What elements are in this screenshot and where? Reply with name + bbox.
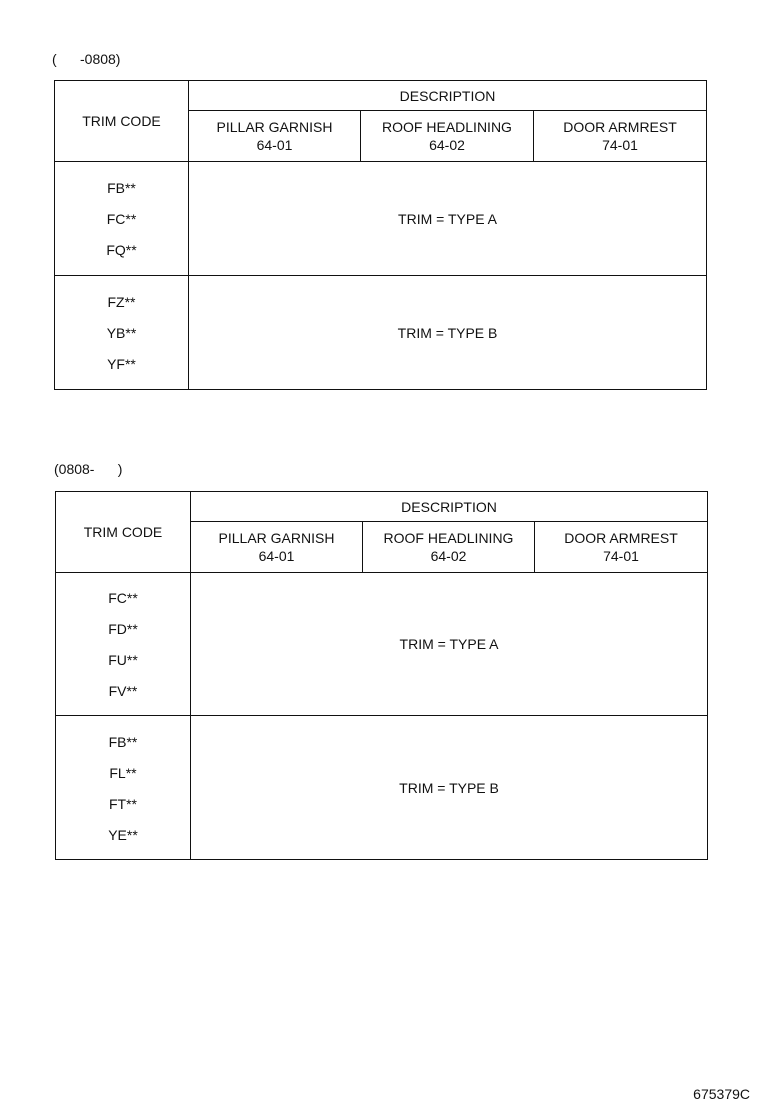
trim-type: TRIM = TYPE B: [189, 276, 707, 390]
trim-code: FZ**: [107, 294, 136, 310]
trim-code: FB**: [107, 180, 136, 196]
trim-code: YF**: [107, 356, 136, 372]
trim-code: FC**: [106, 211, 137, 227]
trim-code: FV**: [108, 683, 138, 699]
part-pillar-garnish: [191, 522, 363, 573]
trim-code: YB**: [106, 325, 137, 341]
part-code: 64-01: [258, 548, 295, 564]
part-name: ROOF HEADLINING: [383, 530, 514, 546]
trim-group-row: [55, 162, 707, 276]
trim-group-row: [55, 276, 707, 390]
part-code: 74-01: [602, 137, 638, 153]
trim-type: TRIM = TYPE A: [191, 573, 708, 716]
trim-code-list: [55, 276, 189, 390]
part-roof-headlining: [361, 111, 534, 162]
trim-code: FB**: [108, 733, 138, 750]
part-name: DOOR ARMREST: [563, 119, 677, 135]
part-roof-headlining: [363, 522, 535, 573]
date-range-2: (0808- ): [54, 461, 123, 477]
part-name: ROOF HEADLINING: [382, 119, 512, 135]
trim-code-list: [56, 716, 191, 860]
trim-type: TRIM = TYPE A: [189, 162, 707, 276]
part-door-armrest: [535, 522, 708, 573]
trim-code-header: TRIM CODE: [56, 492, 191, 573]
part-name: PILLAR GARNISH: [218, 530, 335, 546]
description-header: DESCRIPTION: [189, 81, 707, 111]
part-code: 64-02: [429, 137, 465, 153]
part-door-armrest: [534, 111, 707, 162]
trim-code: FD**: [108, 621, 138, 637]
part-pillar-garnish: [189, 111, 361, 162]
trim-group-row: [56, 716, 708, 860]
trim-table-1: [54, 80, 707, 390]
part-name: PILLAR GARNISH: [216, 119, 333, 135]
part-code: 64-01: [256, 137, 293, 153]
part-code: 64-02: [430, 548, 467, 564]
trim-code: FL**: [109, 764, 137, 781]
trim-code: FT**: [109, 795, 137, 812]
trim-code: YE**: [108, 826, 138, 843]
trim-table-2: [55, 491, 708, 860]
trim-code-header: TRIM CODE: [55, 81, 189, 162]
figure-number: 675379C: [693, 1086, 750, 1102]
part-name: DOOR ARMREST: [564, 530, 678, 546]
trim-code: FU**: [108, 652, 138, 668]
trim-code: FC**: [108, 590, 138, 606]
description-header: DESCRIPTION: [191, 492, 708, 522]
trim-code-list: [56, 573, 191, 716]
trim-code: FQ**: [106, 242, 137, 258]
trim-code-list: [55, 162, 189, 276]
trim-type: TRIM = TYPE B: [191, 716, 708, 860]
date-range-1: ( -0808): [52, 51, 121, 67]
trim-group-row: [56, 573, 708, 716]
part-code: 74-01: [603, 548, 639, 564]
